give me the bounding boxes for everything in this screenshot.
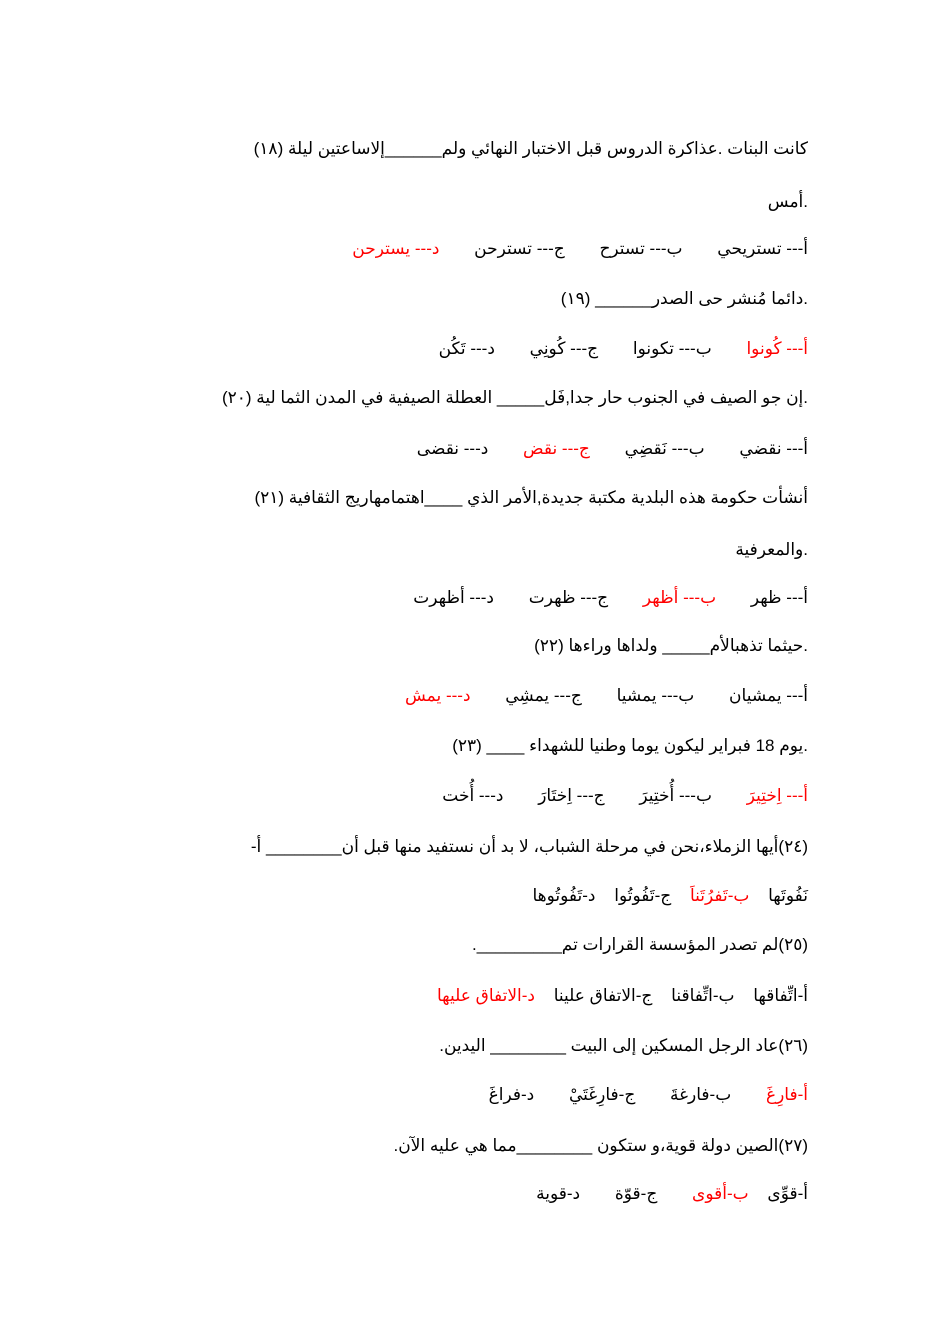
option-19-c: ج--- كُونِي	[529, 339, 599, 358]
option-19-b: ب--- تكونوا	[632, 339, 712, 358]
option-24-a: نَفُوتَها	[768, 886, 808, 905]
question-21-text-continued: .والمعرفية	[735, 540, 808, 559]
question-26-text: (٢٦)عاد الرجل المسكين إلى البيت ________ اليدين.	[439, 1036, 808, 1055]
option-21-a: أ--- ظهر	[750, 588, 808, 607]
option-24-d: د-تَفُوتُوها	[532, 886, 596, 905]
question-18-options	[322, 237, 808, 261]
option-27-c: ج-قوّة	[614, 1184, 658, 1203]
option-18-b: ب--- تسترح	[599, 239, 683, 258]
question-24-text: (٢٤)أيها الزملاء،نحن في مرحلة الشباب، لا بد أن نستفيد منها قبل أن________ أ-	[250, 837, 808, 856]
question-19-text: .دائما مُنشر حى الصدر______ (١٩)	[560, 289, 808, 308]
option-21-b-answer: ب--- أظهر	[642, 588, 717, 607]
question-18-text: كانت البنات .عذاكرة الدروس قبل الاختبار النهائي ولم______إلاساعتين ليلة (١٨)	[253, 139, 808, 158]
question-23-options	[412, 784, 808, 808]
option-26-c: ج-فارِغَتَيْ	[568, 1085, 636, 1104]
option-27-a: أ-قوِّى	[767, 1184, 808, 1203]
question-20-text: .إن جو الصيف في الجنوب حار جدا,فَل_____ العطلة الصيفية في المدن الثما لية (٢٠)	[221, 388, 808, 407]
option-23-d: د--- أُخت	[442, 786, 504, 805]
question-21-text: أنشأت حكومة هذه البلدية مكتبة جديدة,الأمر الذي ____اهتمامهاريج الثقافية (٢١)	[254, 488, 808, 507]
option-22-c: ج--- يمشِي	[505, 686, 582, 705]
question-21-options	[383, 586, 808, 610]
question-26-options	[459, 1083, 808, 1107]
question-22-options	[375, 684, 808, 708]
option-19-d: د--- تَكُن	[438, 339, 495, 358]
option-23-c: ج--- اِختَارَ	[538, 786, 605, 805]
question-19-options	[409, 337, 808, 361]
question-25-text: (٢٥)لم تصدر المؤسسة القرارات تم_________.	[471, 935, 808, 954]
option-21-c: ج--- ظهرت	[528, 588, 609, 607]
question-23-text: .يوم 18 فبراير ليكون يوما وطنيا للشهداء ____ (٢٣)	[452, 736, 808, 755]
option-22-b: ب--- يمشيا	[616, 686, 695, 705]
option-20-c-answer: ج--- نقض	[523, 439, 590, 458]
question-22-text: .حيثما تذهبالأم_____ ولداها وراءها (٢٢)	[534, 636, 808, 655]
question-27-options	[506, 1182, 808, 1206]
option-22-d-answer: د--- يمش	[405, 686, 471, 705]
option-18-c: ج--- تسترحن	[474, 239, 565, 258]
option-25-c: ج-الاتفاق علينا	[553, 986, 653, 1005]
option-27-b-answer: ب-أقوى	[692, 1184, 749, 1203]
option-25-a: أ-اتِّفاقها	[753, 986, 808, 1005]
option-25-b: ب-اتِّفاقنا	[671, 986, 735, 1005]
option-24-b-answer: ب-تَفرُتَناَ	[689, 886, 750, 905]
question-25-options	[423, 984, 808, 1008]
option-19-a-answer: أ--- كُونوا	[746, 339, 808, 358]
option-20-d: د--- نقضى	[416, 439, 489, 458]
question-24-options	[518, 884, 808, 908]
option-23-a-answer: أ--- اِختِيرَ	[746, 786, 808, 805]
option-27-d: د-قوية	[536, 1184, 581, 1203]
option-21-d: د--- أظهرت	[413, 588, 494, 607]
option-20-b: ب--- نَقضِي	[624, 439, 705, 458]
question-20-options	[387, 437, 808, 461]
option-26-d: د-فراغَ	[488, 1085, 535, 1104]
option-26-a-answer: أ-فارِغَ	[765, 1085, 808, 1104]
option-25-d-answer: د-الاتفاق عليها	[436, 986, 535, 1005]
option-18-d-answer: د--- يسترحن	[352, 239, 440, 258]
option-20-a: أ--- نقضي	[739, 439, 808, 458]
question-27-text: (٢٧)الصين دولة قوية،و ستكون ________مما هي عليه الآن.	[393, 1136, 808, 1155]
option-24-c: ج-تَفُوتُوا	[614, 886, 672, 905]
option-22-a: أ--- يمشيان	[729, 686, 808, 705]
option-18-a: أ--- تستريحي	[717, 239, 808, 258]
option-23-b: ب--- أُختِيرَ	[639, 786, 712, 805]
question-18-text-continued: .أمس	[767, 192, 808, 211]
option-26-b: ب-فارغةَ	[670, 1085, 732, 1104]
